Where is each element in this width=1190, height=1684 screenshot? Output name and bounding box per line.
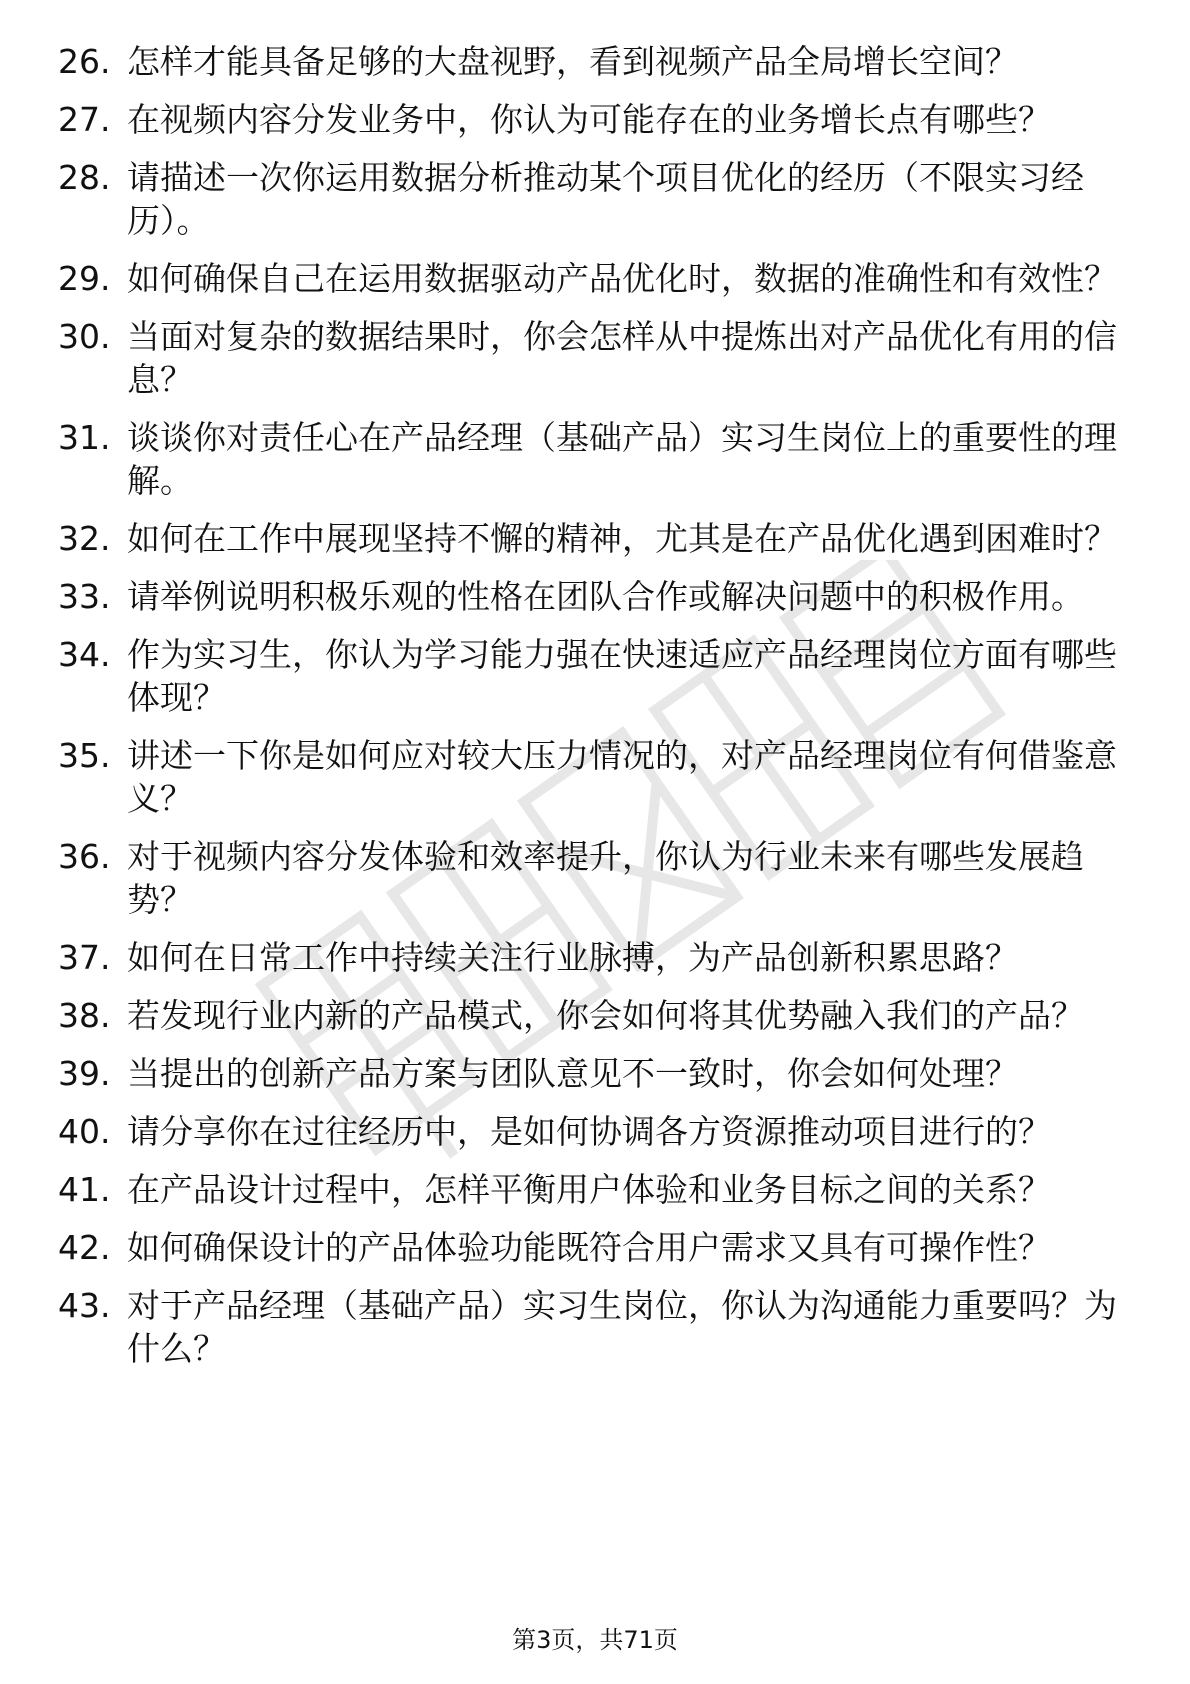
question-text: 请描述一次你运用数据分析推动某个项目优化的经历（不限实习经历）。 xyxy=(127,158,1084,240)
question-number: 33. xyxy=(58,577,111,616)
question-number: 40. xyxy=(58,1112,111,1151)
question-text: 若发现行业内新的产品模式，你会如何将其优势融入我们的产品？ xyxy=(127,996,1084,1035)
question-number: 28. xyxy=(58,158,111,197)
list-item xyxy=(0,40,1190,83)
list-item xyxy=(0,1284,1190,1370)
list-item xyxy=(0,315,1190,401)
question-text: 在产品设计过程中，怎样平衡用户体验和业务目标之间的关系？ xyxy=(127,1170,1051,1209)
question-text: 怎样才能具备足够的大盘视野，看到视频产品全局增长空间？ xyxy=(127,42,1018,81)
question-number: 36. xyxy=(58,837,111,876)
question-text: 讲述一下你是如何应对较大压力情况的，对产品经理岗位有何借鉴意义？ xyxy=(127,736,1117,818)
page-number-label: 第3页，共71页 xyxy=(512,1626,678,1654)
question-number: 31. xyxy=(58,418,111,457)
list-item xyxy=(0,1110,1190,1153)
question-text: 如何确保设计的产品体验功能既符合用户需求又具有可操作性？ xyxy=(127,1228,1051,1267)
list-item xyxy=(0,98,1190,141)
list-item xyxy=(0,1226,1190,1269)
question-text: 当面对复杂的数据结果时，你会怎样从中提炼出对产品优化有用的信息？ xyxy=(127,317,1117,399)
question-number: 32. xyxy=(58,519,111,558)
question-number: 39. xyxy=(58,1054,111,1093)
question-number: 34. xyxy=(58,635,111,674)
question-text: 请分享你在过往经历中，是如何协调各方资源推动项目进行的？ xyxy=(127,1112,1051,1151)
question-number: 30. xyxy=(58,317,111,356)
question-number: 27. xyxy=(58,100,111,139)
question-text: 如何在工作中展现坚持不懈的精神，尤其是在产品优化遇到困难时？ xyxy=(127,519,1117,558)
question-text: 请举例说明积极乐观的性格在团队合作或解决问题中的积极作用。 xyxy=(127,577,1084,616)
question-text: 作为实习生，你认为学习能力强在快速适应产品经理岗位方面有哪些体现？ xyxy=(127,635,1117,717)
list-item xyxy=(0,994,1190,1037)
question-number: 29. xyxy=(58,259,111,298)
question-number: 26. xyxy=(58,42,111,81)
question-number: 42. xyxy=(58,1228,111,1267)
question-number: 37. xyxy=(58,938,111,977)
list-item xyxy=(0,936,1190,979)
page-footer xyxy=(0,1620,1190,1655)
list-item xyxy=(0,734,1190,820)
question-text: 对于产品经理（基础产品）实习生岗位，你认为沟通能力重要吗？为什么？ xyxy=(127,1286,1117,1368)
list-item xyxy=(0,633,1190,719)
list-item xyxy=(0,1052,1190,1095)
question-number: 43. xyxy=(58,1286,111,1325)
question-text: 谈谈你对责任心在产品经理（基础产品）实习生岗位上的重要性的理解。 xyxy=(127,418,1117,500)
question-number: 38. xyxy=(58,996,111,1035)
question-text: 在视频内容分发业务中，你认为可能存在的业务增长点有哪些？ xyxy=(127,100,1051,139)
list-item xyxy=(0,156,1190,242)
question-text: 对于视频内容分发体验和效率提升，你认为行业未来有哪些发展趋势？ xyxy=(127,837,1084,919)
list-item xyxy=(0,257,1190,300)
question-text: 当提出的创新产品方案与团队意见不一致时，你会如何处理？ xyxy=(127,1054,1018,1093)
list-item xyxy=(0,517,1190,560)
question-text: 如何在日常工作中持续关注行业脉搏，为产品创新积累思路？ xyxy=(127,938,1018,977)
list-item xyxy=(0,1168,1190,1211)
question-list xyxy=(0,40,1190,1385)
list-item xyxy=(0,835,1190,921)
question-number: 41. xyxy=(58,1170,111,1209)
list-item xyxy=(0,575,1190,618)
question-text: 如何确保自己在运用数据驱动产品优化时，数据的准确性和有效性？ xyxy=(127,259,1117,298)
list-item xyxy=(0,416,1190,502)
question-number: 35. xyxy=(58,736,111,775)
